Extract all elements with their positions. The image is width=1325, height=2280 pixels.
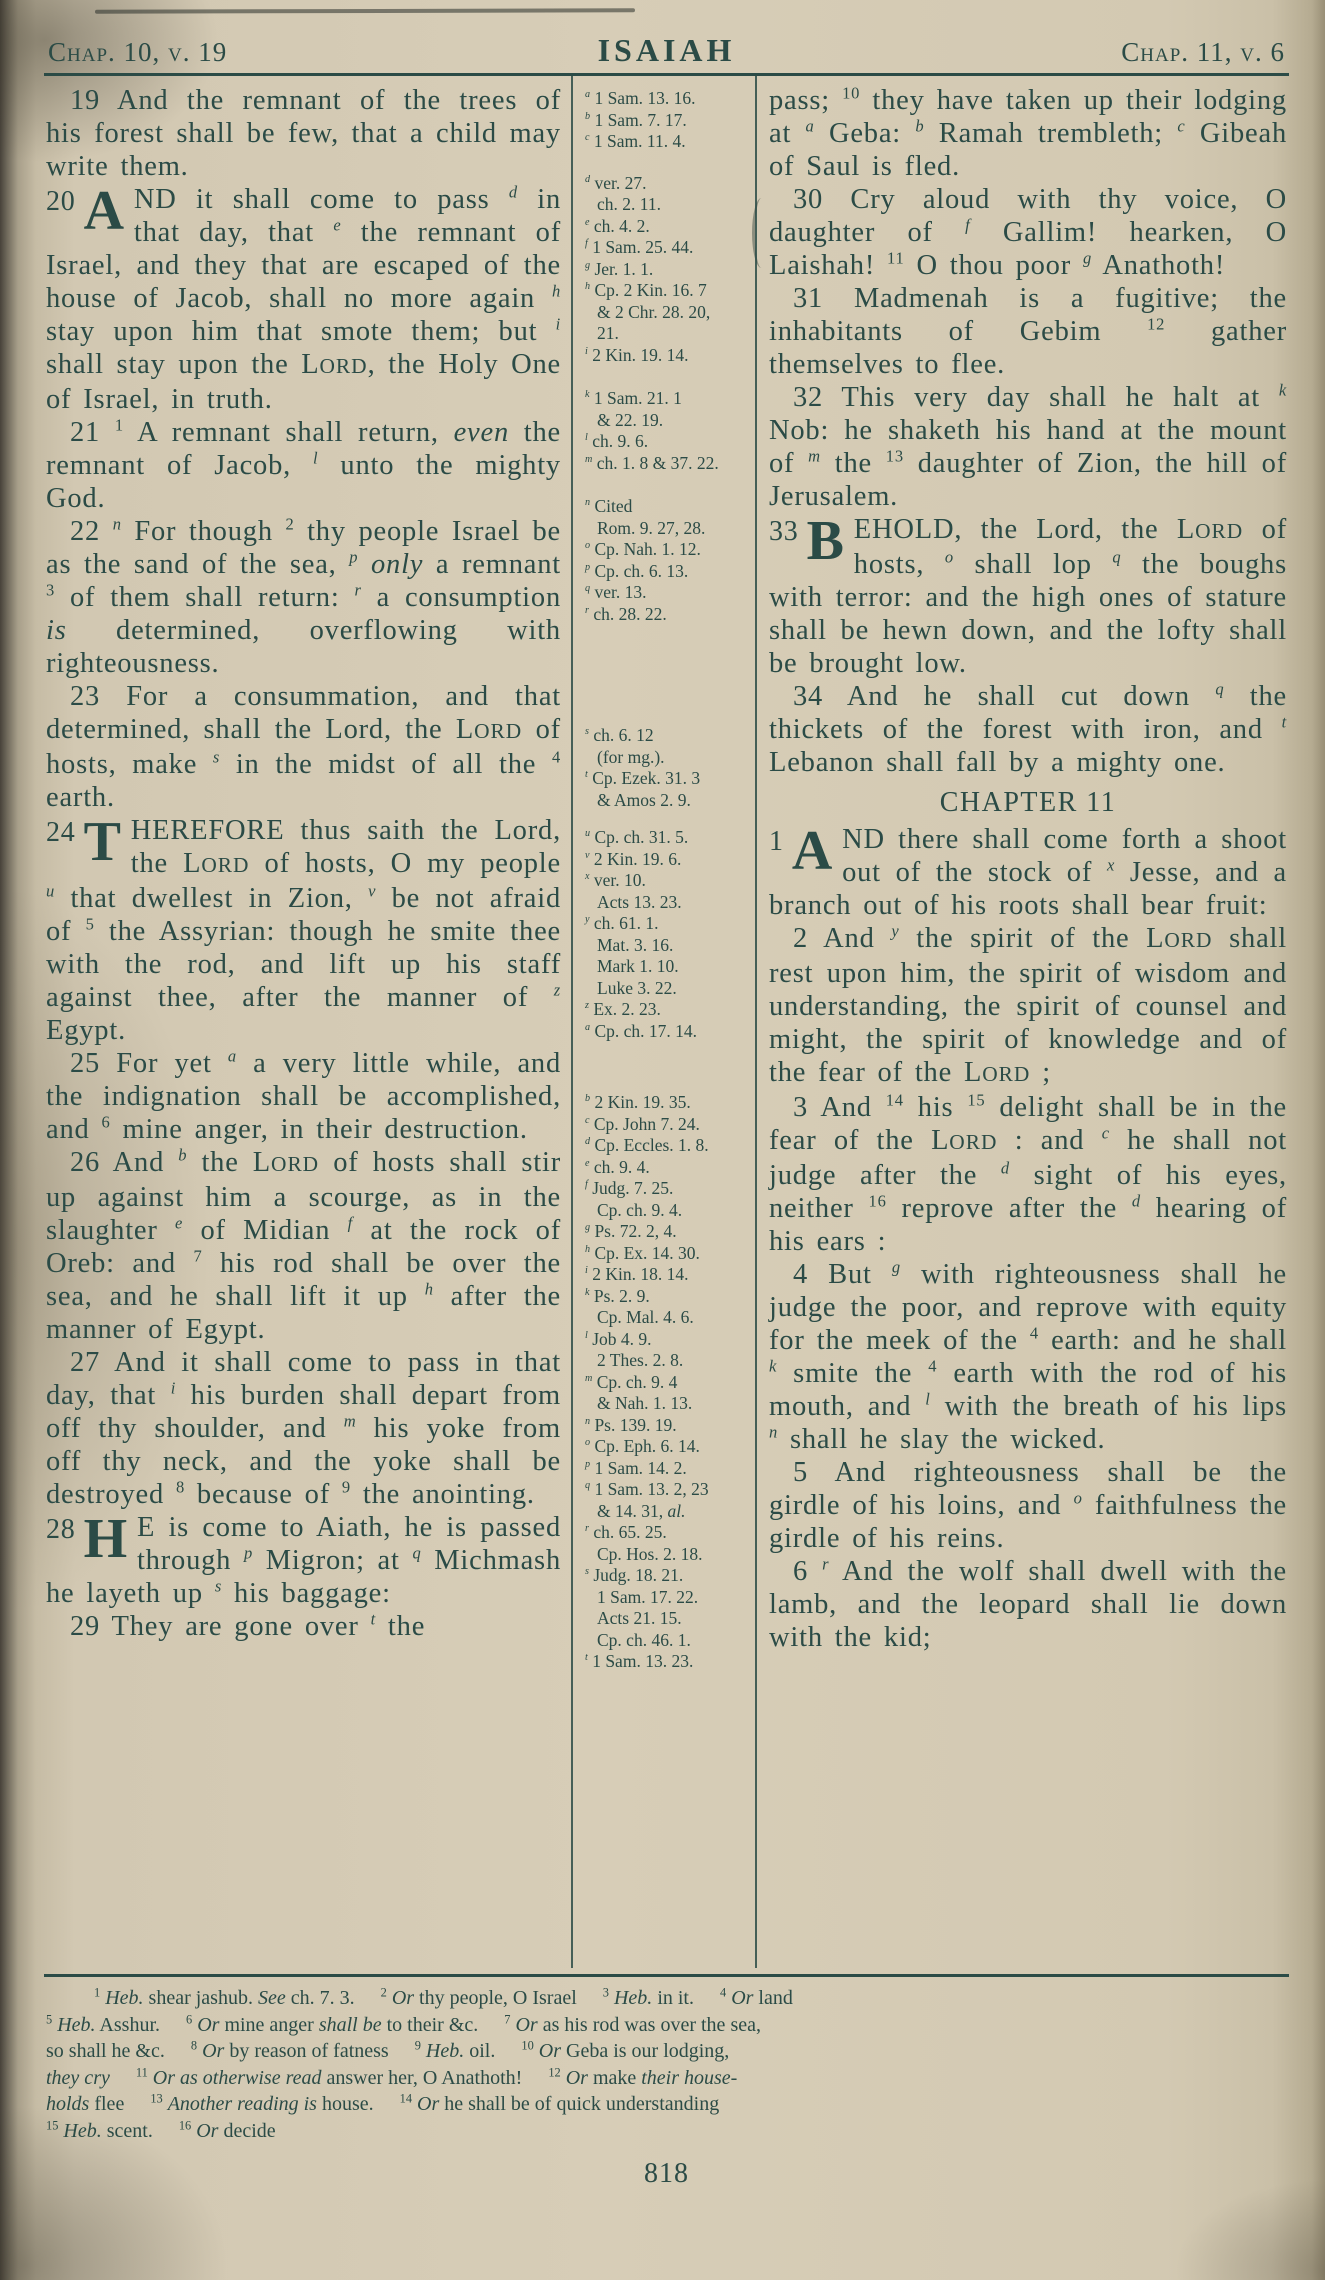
- ref-group: [585, 173, 751, 367]
- ref-line: (for mg.).: [597, 746, 665, 767]
- ref-line: $^m$ Cp. ch. 9. 4: [585, 1371, 678, 1392]
- ref-line: & 2 Chr. 28. 20,: [597, 301, 711, 322]
- footnote-line: $^5$ Heb. Asshur. $^6$ Or mine anger shall be to their &c. $^7$ Or as his rod was over the sea,: [46, 2011, 761, 2036]
- drop-cap: 24 T: [46, 811, 122, 873]
- ref-line: $^g$ Jer. 1. 1.: [585, 258, 654, 279]
- ref-line: $^e$ ch. 4. 2.: [585, 215, 650, 236]
- verse-paragraph: 3 And $^{14}$ his $^{15}$ delight shall be in the fear of the LORD : and $^c$ he shall not judge after the $^d$ sight of his eyes, neither $^{16}$ reprove after the $^d$ hearing of his ears :: [769, 1090, 1287, 1257]
- ref-group: [585, 1092, 751, 1673]
- ref-line: $^h$ Cp. Ex. 14. 30.: [585, 1242, 700, 1263]
- ref-line: ch. 2. 11.: [597, 194, 661, 214]
- verse-paragraph: 25 For yet $^a$ a very little while, and the indignation shall be accomplished, and $^6$ mine anger, in their destruction.: [46, 1046, 561, 1145]
- verse-paragraph: 19 And the remnant of the trees of his forest shall be few, that a child may write them.: [46, 85, 561, 182]
- ref-line: $^f$ Judg. 7. 25.: [585, 1178, 674, 1198]
- ref-group: [585, 725, 751, 811]
- ref-line: $^r$ ch. 28. 22.: [585, 603, 667, 624]
- ref-line: $^d$ ver. 27.: [585, 172, 647, 193]
- ref-line: $^p$ Cp. ch. 6. 13.: [585, 560, 689, 581]
- page-number: 818: [644, 2158, 689, 2189]
- ref-line: $^f$ 1 Sam. 25. 44.: [585, 237, 694, 257]
- ref-line: $^o$ Cp. Nah. 1. 12.: [585, 539, 701, 559]
- ref-line: $^z$ Ex. 2. 23.: [585, 999, 661, 1019]
- ref-line: 21.: [597, 323, 619, 343]
- footnote-line: holds flee $^{13}$ Another reading is house. $^{14}$ Or he shall be of quick understanding: [46, 2091, 720, 2115]
- verse-paragraph: 5 And righteousness shall be the girdle of his loins, and $^o$ faithfulness the girdle of his reins.: [769, 1457, 1288, 1554]
- ref-line: Rom. 9. 27, 28.: [597, 517, 706, 538]
- verse-paragraph: 23 For a consummation, and that determined, shall the Lord, the LORD of hosts, make $^s$ in the midst of all the $^4$ earth.: [46, 681, 561, 813]
- header-chapter-left: Chap. 10, v. 19: [48, 37, 228, 67]
- ref-line: Cp. Hos. 2. 18.: [597, 1543, 703, 1564]
- ref-line: $^x$ ver. 10.: [585, 870, 646, 890]
- chapter-heading: CHAPTER 11: [939, 787, 1117, 818]
- ref-line: $^v$ 2 Kin. 19. 6.: [585, 848, 682, 869]
- page-title: ISAIAH: [597, 32, 736, 68]
- page-header: [44, 32, 1289, 71]
- verse-paragraph: 28 H E is come to Aiath, he is passed through $^p$ Migron; at $^q$ Michmash he layeth up $^s$ his baggage:: [46, 1508, 561, 1609]
- ref-line: Mat. 3. 16.: [597, 934, 674, 955]
- verse-number: 1: [769, 826, 784, 857]
- ref-line: $^t$ Cp. Ezek. 31. 3: [585, 768, 701, 788]
- ref-line: $^p$ 1 Sam. 14. 2.: [585, 1457, 687, 1478]
- ref-line: $^a$ 1 Sam. 13. 16.: [585, 88, 696, 108]
- verse-paragraph: 4 But $^g$ with righteousness shall he judge the poor, and reprove with equity for the meek of the $^4$ earth: and he shall $^k$ smite the $^4$ earth with the rod of his mouth, and $^l$ with the breath of his lips $^n$ shall he slay the wicked.: [769, 1257, 1287, 1455]
- verse-paragraph: 22 $^n$ For though $^2$ thy people Israel be as the sand of the sea, $^p$ only a remnant $^3$ of them shall return: $^r$ a consumption is determined, overflowing with righteousness.: [46, 514, 562, 679]
- ref-line: 2 Thes. 2. 8.: [597, 1350, 684, 1370]
- text-column-left: [44, 76, 571, 1968]
- ref-line: $^c$ 1 Sam. 11. 4.: [585, 131, 686, 151]
- verse-number: 28: [46, 1514, 76, 1545]
- verse-paragraph: 21 $^1$ A remnant shall return, even the remnant of Jacob, $^l$ unto the mighty God.: [46, 415, 561, 514]
- cross-references-column: [571, 76, 757, 1968]
- drop-cap: 28 H: [46, 1508, 128, 1570]
- ref-group: [585, 88, 751, 153]
- ref-line: $^y$ ch. 61. 1.: [585, 913, 659, 933]
- footnotes-block: [44, 1974, 1289, 2144]
- ref-line: Cp. Mal. 4. 6.: [597, 1307, 694, 1327]
- verse-number: 20: [46, 186, 76, 217]
- verse-paragraph: 33 B EHOLD, the Lord, the LORD of hosts, $^o$ shall lop $^q$ the boughs with terror: and the high ones of stature shall be hewn down, and the lofty shall be brought low.: [769, 510, 1288, 679]
- page-content: [44, 32, 1289, 2190]
- ref-line: $^n$ Cited: [585, 496, 633, 516]
- ref-line: Cp. ch. 46. 1.: [597, 1629, 691, 1650]
- ref-group: [585, 827, 751, 1042]
- ref-line: $^c$ Cp. John 7. 24.: [585, 1113, 700, 1134]
- verse-number: 33: [769, 516, 799, 547]
- ref-line: Mark 1. 10.: [597, 956, 679, 976]
- verse-paragraph: 34 And he shall cut down $^q$ the thickets of the forest with iron, and $^t$ Lebanon shall fall by a mighty one.: [769, 679, 1287, 778]
- verse-paragraph: 2 And $^y$ the spirit of the LORD shall rest upon him, the spirit of wisdom and understanding, the spirit of counsel and might, the spirit of knowledge and of the fear of the LORD ;: [769, 921, 1287, 1088]
- ref-line: $^u$ Cp. ch. 31. 5.: [585, 827, 689, 847]
- ref-line: Luke 3. 22.: [597, 977, 677, 998]
- verse-paragraph: 29 They are gone over $^t$ the: [70, 1609, 426, 1642]
- ref-line: & Amos 2. 9.: [597, 789, 691, 810]
- verse-paragraph: 24 T HEREFORE thus saith the Lord, the LORD of hosts, O my people $^u$ that dwellest in Zion, $^v$ be not afraid of $^5$ the Assyrian: though he smite thee with the rod, and lift up his staff against thee, after the manner of $^z$ Egypt.: [46, 811, 561, 1046]
- verse-paragraph: 32 This very day shall he halt at $^k$ Nob: he shaketh his hand at the mount of $^m$ the $^{13}$ daughter of Zion, the hill of Jerusalem.: [769, 380, 1287, 512]
- ref-line: Acts 13. 23.: [597, 891, 682, 912]
- footnote-line: so shall he &c. $^8$ Or by reason of fatness $^9$ Heb. oil. $^{10}$ Or Geba is our lodging,: [46, 2038, 730, 2062]
- ref-line: $^s$ ch. 6. 12: [585, 725, 654, 745]
- verse-paragraph: 6 $^r$ And the wolf shall dwell with the lamb, and the leopard shall lie down with the kid;: [769, 1554, 1287, 1653]
- drop-cap: 33 B: [769, 510, 845, 572]
- main-text-area: [44, 76, 1289, 1968]
- drop-cap: 20 A: [46, 180, 125, 242]
- verse-paragraph: 26 And $^b$ the LORD of hosts shall stir up against him a scourge, as in the slaughter $^e$ of Midian $^f$ at the rock of Oreb: and $^7$ his rod shall be over the sea, and he shall lift it up $^h$ after the manner of Egypt.: [46, 1145, 562, 1345]
- ref-line: Acts 21. 15.: [597, 1608, 682, 1628]
- ref-line: $^m$ ch. 1. 8 & 37. 22.: [585, 452, 719, 473]
- ref-line: & 22. 19.: [597, 409, 664, 430]
- verse-paragraph: pass; $^{10}$ they have taken up their lodging at $^a$ Geba: $^b$ Ramah trembleth; $^c$ Gibeah of Saul is fled.: [769, 83, 1287, 182]
- verse-paragraph: 27 And it shall come to pass in that day, that $^i$ his burden shall depart from off thy shoulder, and $^m$ his yoke from off thy neck, and the yoke shall be destroyed $^8$ because of $^9$ the anointing.: [46, 1347, 561, 1510]
- footnote-line: they cry $^{11}$ Or as otherwise read answer her, O Anathoth! $^{12}$ Or make their house-: [46, 2064, 738, 2089]
- ref-line: 1 Sam. 17. 22.: [597, 1586, 699, 1607]
- header-chapter-right: Chap. 11, v. 6: [1121, 37, 1285, 67]
- drop-cap: 1 A: [769, 820, 834, 882]
- ref-line: $^i$ 2 Kin. 19. 14.: [585, 344, 689, 365]
- ref-line: $^i$ 2 Kin. 18. 14.: [585, 1264, 689, 1284]
- footnote-line: $^1$ Heb. shear jashub. See ch. 7. 3. $^2$ Or thy people, O Israel $^3$ Heb. in it. $^4$ Or land: [94, 1985, 793, 2009]
- ref-line: $^q$ ver. 13.: [585, 582, 647, 602]
- text-column-right: [757, 76, 1289, 1968]
- ref-line: $^o$ Cp. Eph. 6. 14.: [585, 1436, 700, 1456]
- ref-line: $^k$ 1 Sam. 21. 1: [585, 388, 682, 408]
- ref-line: $^k$ Ps. 2. 9.: [585, 1285, 650, 1306]
- verse-number: 24: [46, 817, 76, 848]
- ref-line: $^n$ Ps. 139. 19.: [585, 1414, 677, 1435]
- ref-line: $^a$ Cp. ch. 17. 14.: [585, 1020, 698, 1041]
- ref-group: [585, 388, 751, 474]
- ref-line: $^r$ ch. 65. 25.: [585, 1522, 667, 1542]
- verse-paragraph: 20 A ND it shall come to pass $^d$ in that day, that $^e$ the remnant of Israel, and they that are escaped of the house of Jacob, shall no more again $^h$ stay upon him that smote them; but $^i$ shall stay upon the LORD, the Holy One of Israel, in truth.: [46, 180, 561, 415]
- ref-line: $^b$ 1 Sam. 7. 17.: [585, 109, 687, 130]
- ref-line: $^g$ Ps. 72. 2, 4.: [585, 1221, 677, 1241]
- scan-artifact-streak: [95, 8, 635, 13]
- ref-line: $^q$ 1 Sam. 13. 2, 23: [585, 1479, 709, 1499]
- verse-paragraph: 30 Cry aloud with thy voice, O daughter of $^f$ Gallim! hearken, O Laishah! $^{11}$ O thou poor $^g$ Anathoth!: [769, 184, 1287, 281]
- ref-group: [585, 496, 751, 625]
- verse-paragraph: 31 Madmenah is a fugitive; the inhabitants of Gebim $^{12}$ gather themselves to flee.: [769, 283, 1287, 380]
- ref-line: $^d$ Cp. Eccles. 1. 8.: [585, 1135, 709, 1155]
- ref-line: $^t$ 1 Sam. 13. 23.: [585, 1651, 694, 1671]
- ref-line: $^l$ Job 4. 9.: [585, 1328, 652, 1349]
- footnote-line: $^{15}$ Heb. scent. $^{16}$ Or decide: [46, 2117, 276, 2142]
- verse-paragraph: 1 A ND there shall come forth a shoot out of the stock of $^x$ Jesse, and a branch out of his roots shall bear fruit:: [769, 820, 1287, 921]
- ref-line: $^l$ ch. 9. 6.: [585, 431, 649, 451]
- ref-line: $^e$ ch. 9. 4.: [585, 1156, 650, 1177]
- ref-line: $^h$ Cp. 2 Kin. 16. 7: [585, 280, 707, 300]
- ref-line: $^s$ Judg. 18. 21.: [585, 1565, 684, 1585]
- ref-line: & Nah. 1. 13.: [597, 1393, 693, 1413]
- ref-line: $^b$ 2 Kin. 19. 35.: [585, 1092, 691, 1112]
- ref-line: & 14. 31, al.: [597, 1500, 686, 1521]
- ref-line: Cp. ch. 9. 4.: [597, 1199, 683, 1220]
